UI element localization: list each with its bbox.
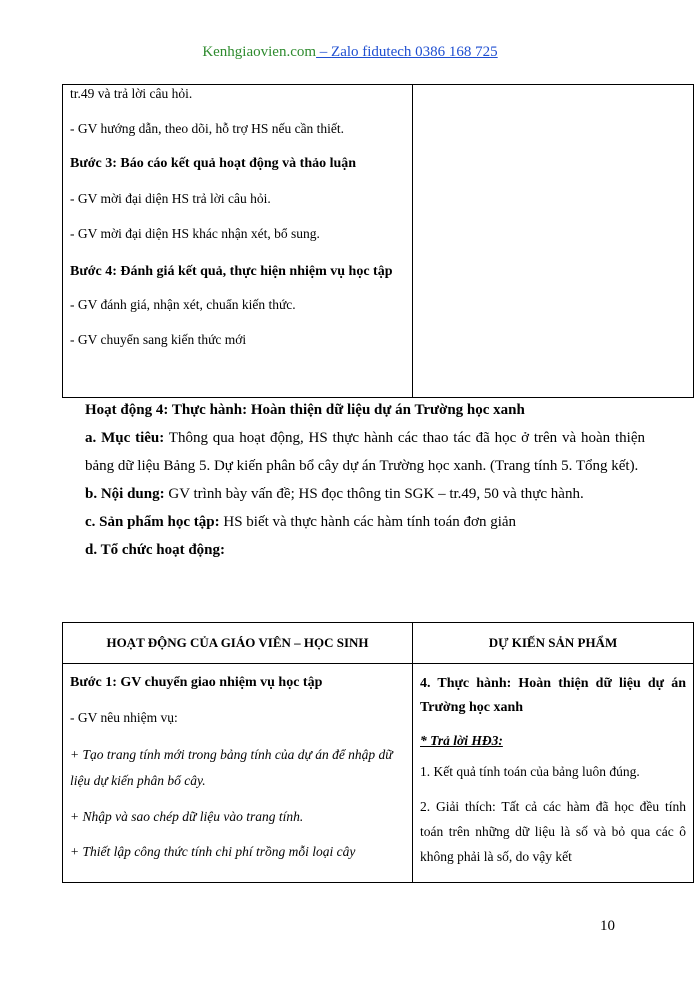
step-3-heading: Bước 3: Báo cáo kết quả hoạt động và thảo luận: [70, 156, 357, 171]
practice-title: 4. Thực hành: Hoàn thiện dữ liệu dự án Trường học xanh: [420, 676, 686, 715]
line-8: - GV chuyển sang kiến thức mới: [70, 332, 247, 347]
answer-1: 1. Kết quả tính toán của bảng luôn đúng.: [420, 764, 640, 779]
continued-left-cell: [63, 85, 413, 398]
page-number: 10: [600, 918, 615, 934]
step-4-heading: Bước 4: Đánh giá kết quả, thực hiện nhiệm vụ học tập: [70, 264, 393, 279]
answer-2: 2. Giải thích: Tất cả các hàm đã học đều tính toán trên những dữ liệu là số và bỏ qua các ô không phải là số, do vậy kết: [420, 799, 686, 864]
contact-link[interactable]: Zalo fidutech 0386 168 725: [331, 44, 498, 60]
task-item-1: + Tạo trang tính mới trong bảng tính của dự án để nhập dữ liệu dự kiến phân bổ cây.: [70, 747, 393, 788]
objective: [85, 424, 645, 480]
activity-title: Hoạt động 4: Thực hành: Hoàn thiện dữ liệu dự án Trường học xanh: [85, 402, 525, 418]
task-intro: - GV nêu nhiệm vụ:: [70, 710, 178, 725]
content: [85, 480, 645, 508]
line-4: - GV mời đại diện HS trả lời câu hỏi.: [70, 191, 271, 206]
objective-text: Thông qua hoạt động, HS thực hành các thao tác đã học ở trên và hoàn thiện bảng dữ liệu Bảng 5. Dự kiến phân bổ cây dự án Trường học xanh. (Trang tính 5. Tổng kết).: [85, 430, 645, 474]
objective-label: a. Mục tiêu:: [85, 430, 165, 446]
page-header: [0, 44, 700, 61]
expected-product-header: DỰ KIẾN SẢN PHẨM: [413, 623, 694, 664]
line-1: tr.49 và trả lời câu hỏi.: [70, 86, 193, 101]
continued-table: [62, 84, 694, 398]
product: [85, 508, 645, 536]
organization-label: d. Tổ chức hoạt động:: [85, 542, 226, 558]
teacher-student-cell: [63, 664, 413, 883]
answer-heading: * Trả lời HĐ3:: [420, 733, 503, 748]
activity-section: [85, 396, 645, 564]
line-7: - GV đánh giá, nhận xét, chuẩn kiến thức.: [70, 297, 296, 312]
step-1-heading: Bước 1: GV chuyển giao nhiệm vụ học tập: [70, 675, 323, 690]
product-label: c. Sản phẩm học tập:: [85, 514, 220, 530]
task-item-2: + Nhập và sao chép dữ liệu vào trang tính.: [70, 809, 304, 824]
task-item-3: + Thiết lập công thức tính chi phí trồng mỗi loại cây: [70, 844, 356, 859]
product-text: HS biết và thực hành các hàm tính toán đơn giản: [219, 514, 517, 530]
teacher-student-header: HOẠT ĐỘNG CỦA GIÁO VIÊN – HỌC SINH: [63, 623, 413, 664]
line-5: - GV mời đại diện HS khác nhận xét, bổ sung.: [70, 226, 320, 241]
site-link[interactable]: Kenhgiaovien.com: [202, 44, 317, 60]
content-label: b. Nội dung:: [85, 486, 165, 502]
expected-product-cell: [413, 664, 694, 883]
activity-table: [62, 622, 694, 883]
content-text: GV trình bày vấn đề; HS đọc thông tin SGK – tr.49, 50 và thực hành.: [164, 486, 584, 502]
line-2: - GV hướng dẫn, theo dõi, hỗ trợ HS nếu cần thiết.: [70, 121, 345, 136]
header-separator: –: [316, 44, 332, 60]
continued-right-cell: [413, 85, 694, 398]
